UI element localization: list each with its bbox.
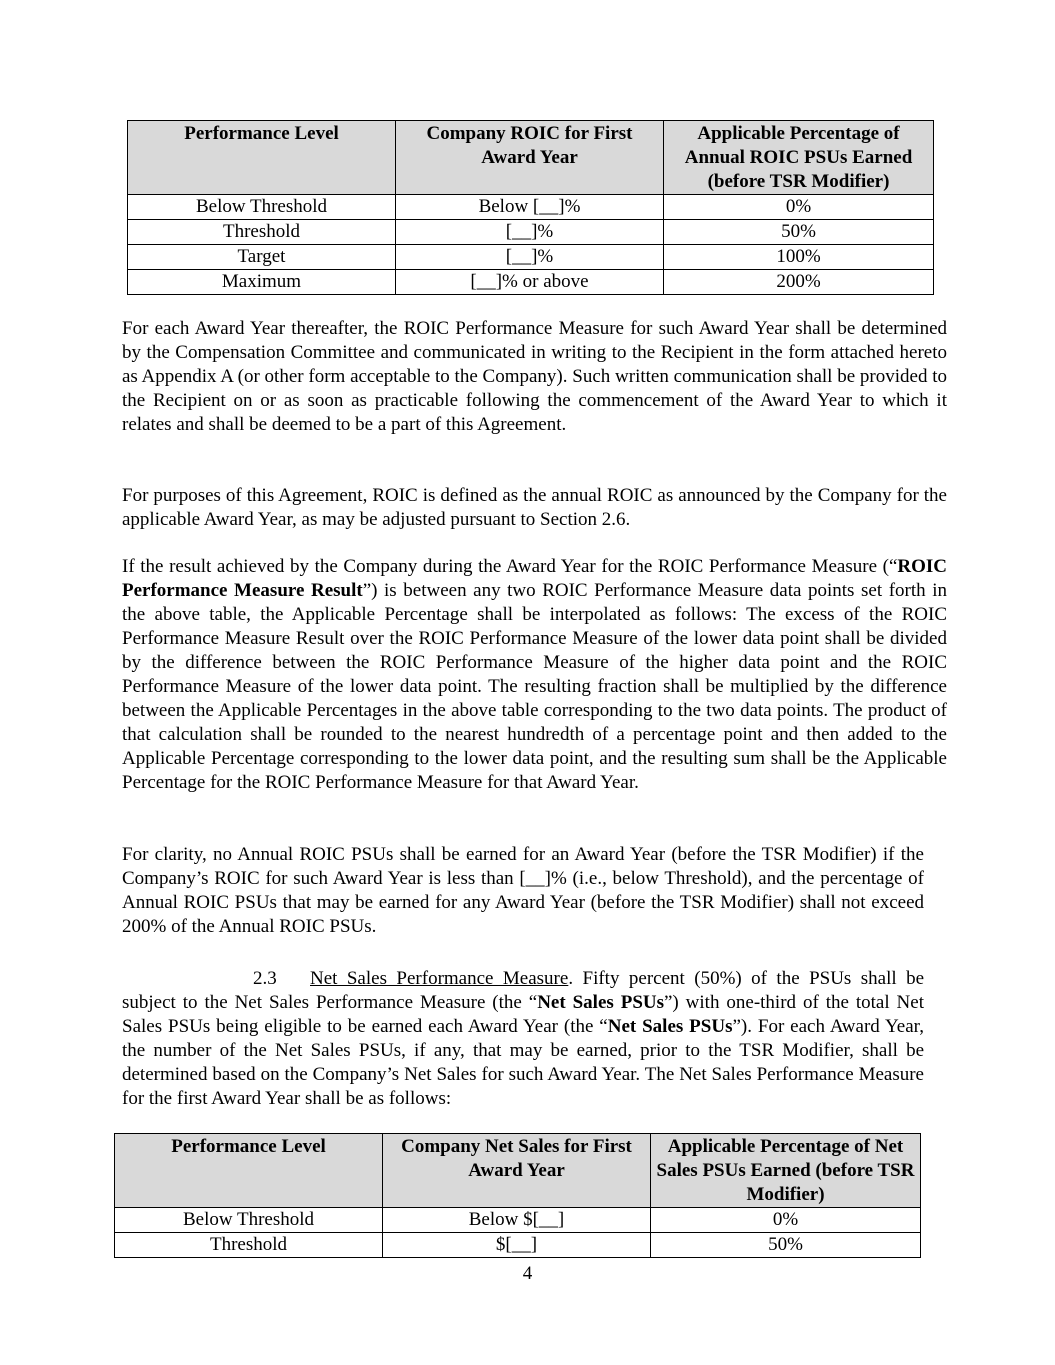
paragraph-text: ”). For each Award Year, the number of the Net Sales PSUs, if any, that may be earned, prior to the TSR Modifier, shall be determined based on the Company’s Net Sales for such Award Year. The Net Sales Performance Measure for the first Award Year shall be as follows: xyxy=(122,1016,924,1109)
paragraph-text: ”) is between any two ROIC Performance Measure data points set forth in the above table, the Applicable Percentage shall be interpolated as follows: The excess of the ROIC Performance Measure Result over the ROIC Performance Measure of the lower data point shall be divided by the difference between the ROIC Performance Measure of the higher data point and the ROIC Performance Measure of the lower data point. The resulting fraction shall be multiplied by the difference between the Applicable Percentages in the above table corresponding to the two data points. The product of that calculation shall be rounded to the nearest hundredth of a percentage point and then added to the Applicable Percentage corresponding to the lower data point, and the resulting sum shall be the Applicable Percentage for the ROIC Performance Measure for that Award Year. xyxy=(122,580,947,793)
table-header-row xyxy=(128,121,934,195)
table-cell: 50% xyxy=(664,220,934,245)
header-applicable-percentage: Applicable Percentage of Net Sales PSUs Earned (before TSR Modifier) xyxy=(651,1134,921,1208)
table-cell: 100% xyxy=(664,245,934,270)
paragraph-interpolation xyxy=(122,555,947,795)
table-row xyxy=(128,220,934,245)
table-cell: Target xyxy=(128,245,396,270)
paragraph-subsequent-award-years: For each Award Year thereafter, the ROIC Performance Measure for such Award Year shall be determined by the Compensation Committee and communicated in writing to the Recipient in the form attached hereto as Appendix A (or other form acceptable to the Company). Such written communication shall be provided to the Recipient on or as soon as practicable following the commencement of the Award Year to which it relates and shall be deemed to be a part of this Agreement. xyxy=(122,318,947,435)
paragraph-text: . Fifty percent (50%) of the PSUs shall be subject to the Net Sales Performance Measure (the “ xyxy=(122,968,924,1013)
table-cell: Threshold xyxy=(115,1233,383,1258)
header-applicable-percentage: Applicable Percentage of Annual ROIC PSUs Earned (before TSR Modifier) xyxy=(664,121,934,195)
table-cell: Threshold xyxy=(128,220,396,245)
table-cell: Below $[__] xyxy=(383,1208,651,1233)
page-number: 4 xyxy=(522,1263,533,1284)
defined-term: Net Sales PSUs xyxy=(607,1016,733,1037)
paragraph-roic-definition: For purposes of this Agreement, ROIC is defined as the annual ROIC as announced by the Company for the applicable Award Year, as may be adjusted pursuant to Section 2.6. xyxy=(122,485,947,530)
table-cell: $[__] xyxy=(383,1233,651,1258)
table-cell: 200% xyxy=(664,270,934,295)
section-2-3-net-sales xyxy=(122,967,924,1111)
table-cell: 0% xyxy=(651,1208,921,1233)
section-number: 2.3 xyxy=(253,968,277,989)
table-cell: 0% xyxy=(664,195,934,220)
header-company-roic: Company ROIC for First Award Year xyxy=(396,121,664,195)
table-row xyxy=(128,245,934,270)
table-cell: [__]% xyxy=(396,220,664,245)
table-cell: 50% xyxy=(651,1233,921,1258)
header-performance-level: Performance Level xyxy=(128,121,396,195)
net-sales-performance-table xyxy=(114,1133,921,1258)
roic-performance-table xyxy=(127,120,934,295)
table-cell: [__]% xyxy=(396,245,664,270)
section-heading: Net Sales Performance Measure xyxy=(310,968,569,989)
table-row xyxy=(128,270,934,295)
defined-term: ROIC Performance Measure Result xyxy=(122,556,947,601)
paragraph-text: If the result achieved by the Company during the Award Year for the ROIC Performance Measure (“ xyxy=(122,556,898,577)
table-header-row xyxy=(115,1134,921,1208)
table-row xyxy=(115,1233,921,1258)
table-cell: Below Threshold xyxy=(128,195,396,220)
table-cell: Maximum xyxy=(128,270,396,295)
table-cell: Below [__]% xyxy=(396,195,664,220)
table-row xyxy=(115,1208,921,1233)
table-row xyxy=(128,195,934,220)
paragraph-text: ”) with one-third of the total Net Sales PSUs being eligible to be earned each Award Year (the “ xyxy=(122,992,924,1037)
table-cell: Below Threshold xyxy=(115,1208,383,1233)
defined-term: Net Sales PSUs xyxy=(537,992,664,1013)
paragraph-clarity: For clarity, no Annual ROIC PSUs shall be earned for an Award Year (before the TSR Modifier) if the Company’s ROIC for such Award Year is less than [__]% (i.e., below Threshold), and the percentage of Annual ROIC PSUs that may be earned for any Award Year (before the TSR Modifier) shall not exceed 200% of the Annual ROIC PSUs. xyxy=(122,844,924,937)
header-company-net-sales: Company Net Sales for First Award Year xyxy=(383,1134,651,1208)
header-performance-level: Performance Level xyxy=(115,1134,383,1208)
table-cell: [__]% or above xyxy=(396,270,664,295)
